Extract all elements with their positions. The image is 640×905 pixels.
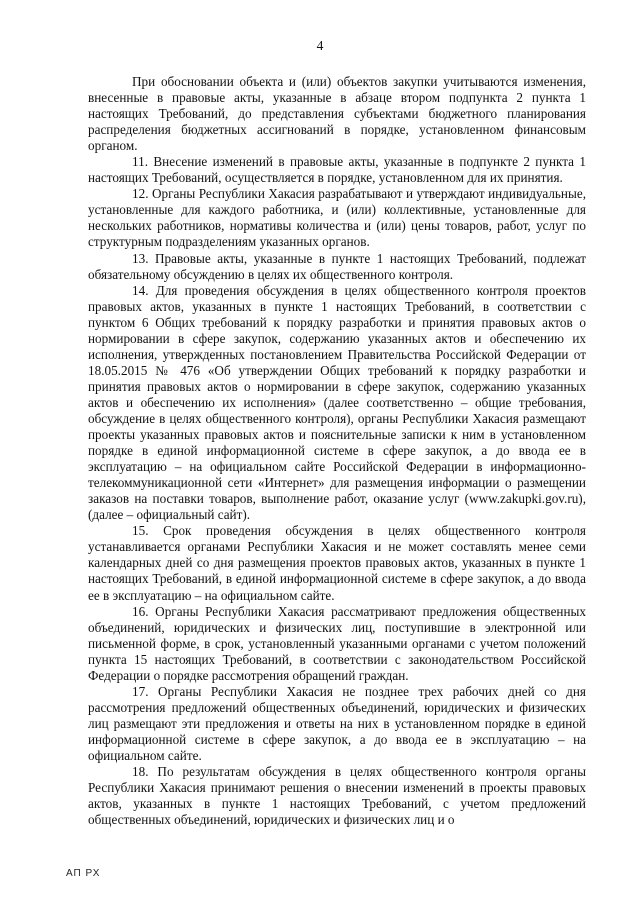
paragraph-obosnovanie: При обосновании объекта и (или) объектов закупки учитываются изменения, внесенные в правовые акты, указанные в абзаце втором подпункта 2 пункта 1 настоящих Требований, до представления субъектами бюджетного планирования распределения бюджетных ассигнований в порядке, установленном финансовым органом. [88, 74, 586, 154]
paragraph-11: 11. Внесение изменений в правовые акты, указанные в подпункте 2 пункта 1 настоящих Требований, осуществляется в порядке, установленном для их принятия. [88, 154, 586, 186]
paragraph-13: 13. Правовые акты, указанные в пункте 1 настоящих Требований, подлежат обязательному обсуждению в целях их общественного контроля. [88, 250, 586, 282]
paragraph-16: 16. Органы Республики Хакасия рассматривают предложения общественных объединений, юридических и физических лиц, поступившие в электронной или письменной форме, в срок, установленный указанными органами с учетом положений пункта 15 настоящих Требований, в соответствии с законодательством Российской Федерации о порядке рассмотрения обращений граждан. [88, 603, 586, 683]
page-number: 4 [316, 38, 324, 53]
paragraph-12: 12. Органы Республики Хакасия разрабатывают и утверждают индивидуальные, установленные для каждого работника, и (или) коллективные, установленные для нескольких работников, нормативы количества и (или) цены товаров, работ, услуг по структурным подразделениям указанных органов. [88, 186, 586, 250]
document-body [88, 74, 586, 828]
paragraph-18: 18. По результатам обсуждения в целях общественного контроля органы Республики Хакасия принимают решения о внесении изменений в проекты правовых актов, указанных в пункте 1 настоящих Требований, с учетом предложений общественных объединений, юридических и физических лиц и о [88, 764, 586, 828]
paragraph-14: 14. Для проведения обсуждения в целях общественного контроля проектов правовых актов, указанных в пункте 1 настоящих Требований, в соответствии с пунктом 6 Общих требований к порядку разработки и принятия правовых актов о нормировании в сфере закупок, содержанию указанных актов и обеспечению их исполнения, утвержденных постановлением Правительства Российской Федерации от 18.05.2015 № 476 «Об утверждении Общих требований к порядку разработки и принятия правовых актов о нормировании в сфере закупок, содержанию указанных актов и обеспечению их исполнения» (далее соответственно – общие требования, обсуждение в целях общественного контроля), органы Республики Хакасия размещают проекты указанных правовых актов и пояснительные записки к ним в установленном порядке в единой информационной системе в сфере закупок, а до ввода ее в эксплуатацию – на официальном сайте Российской Федерации в информационно-телекоммуникационной сети «Интернет» для размещения информации о размещении заказов на поставки товаров, выполнение работ, оказание услуг (www.zakupki.gov.ru), (далее – официальный сайт). [88, 282, 586, 523]
footer-code: АП РХ [66, 868, 101, 879]
paragraph-17: 17. Органы Республики Хакасия не позднее трех рабочих дней со дня рассмотрения предложений общественных объединений, юридических и физических лиц размещают эти предложения и ответы на них в установленном порядке в единой информационной системе в сфере закупок, а до ввода ее в эксплуатацию – на официальном сайте. [88, 683, 586, 763]
paragraph-15: 15. Срок проведения обсуждения в целях общественного контроля устанавливается органами Республики Хакасия и не может составлять менее семи календарных дней со дня размещения проектов правовых актов, указанных в пункте 1 настоящих Требований, в единой информационной системе в сфере закупок, а до ввода ее в эксплуатацию – на официальном сайте. [88, 523, 586, 603]
